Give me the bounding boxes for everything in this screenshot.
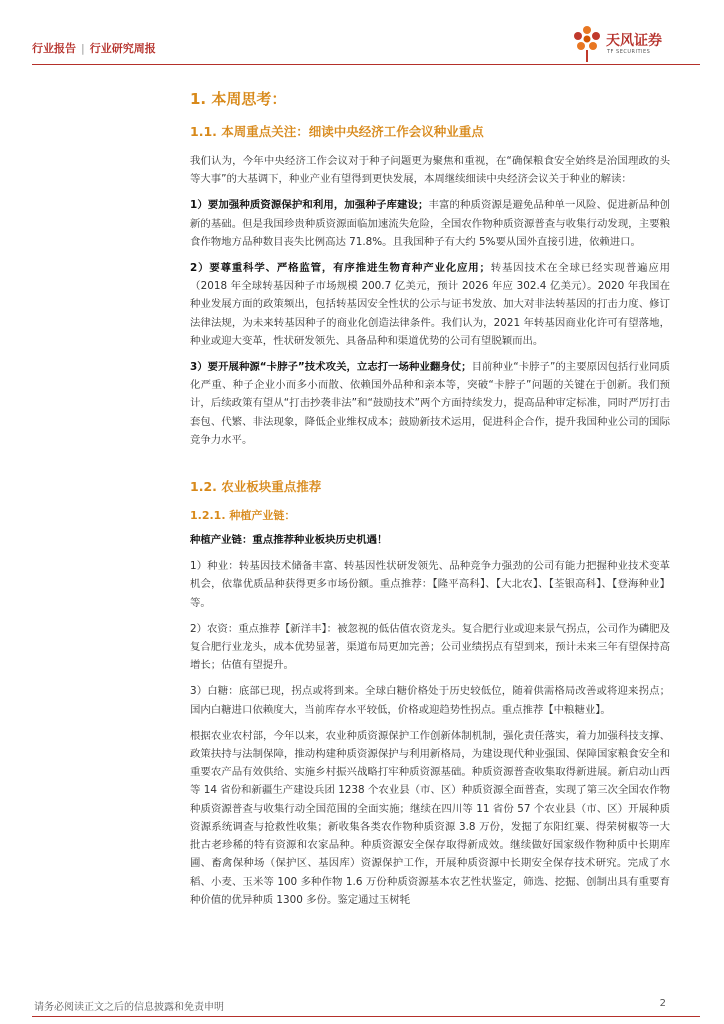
header-rule <box>32 64 700 65</box>
point-3-paragraph <box>190 358 670 449</box>
brand-sub: TF SECURITIES <box>607 49 651 55</box>
page-number: 2 <box>659 998 666 1009</box>
header-left <box>32 40 156 56</box>
section-1-2-1-lead: 种植产业链：重点推荐种业板块历史机遇！ <box>190 534 388 547</box>
recommend-3: 3）白糖：底部已现，拐点或将到来。全球白糖价格处于历史较低位，随着供需格局改善或将迎来拐点；国内白糖进口依赖度大，当前库存水平较低，价格或迎趋势性拐点。重点推荐【中粮糖业】。 <box>190 685 670 716</box>
section-1-1-title: 1.1. 本周重点关注：细读中央经济工作会议种业重点 <box>190 124 484 139</box>
point-2-paragraph <box>190 259 670 350</box>
point-1-text: 丰富的种质资源是避免品种单一风险、促进新品种创新的基础。但是我国珍贵种质资源面临加速流失危险，全国农作物种质资源普查与收集行动发现，主要粮食作物地方品种数目丧失比例高达 71.8%。且我国种子有大约 5%要从国外直接引进，依赖进口。 <box>190 199 670 248</box>
intro-paragraph: 我们认为，今年中央经济工作会议对于种子问题更为聚焦和重视，在“确保粮食安全始终是治国理政的头等大事”的大基调下，种业产业有望得到更快发展，本周继续细读中央经济会议关于种业的解读： <box>190 155 670 186</box>
report-type: 行业报告 <box>32 42 76 55</box>
footer-rule <box>32 1016 700 1017</box>
header-separator: | <box>81 42 85 55</box>
recommend-1: 1）种业：转基因技术储备丰富、转基因性状研发领先、品种竞争力强劲的公司有能力把握种业技术变革机会，依靠优质品种获得更多市场份额。重点推荐：【隆平高科】、【大北农】、【荃银高科】、【登海种业】等。 <box>190 560 670 609</box>
point-2-heading: 2）要尊重科学、严格监管，有序推进生物育种产业化应用； <box>190 262 490 275</box>
point-2-text: 转基因技术在全球已经实现普遍应用（2018 年全球转基因种子市场规模 200.7 亿美元，预计 2026 年应 302.4 亿美元）。2020 年我国在种业发展方面的政策频出，包括转基因安全性状的公示与证书发放、加大对非法转基因的打击力度、修订法律法规，为未来转基因种子的商业化创造法律条件。我们认为，2021 年转基因商业化许可有望落地，种业或迎大变革，性状研发领先、具备品种和渠道优势的公司有望脱颖而出。 <box>190 262 671 347</box>
brand-logo <box>570 24 700 64</box>
section-1-title: 1. 本周思考： <box>190 90 287 108</box>
footer-disclaimer: 请务必阅读正文之后的信息披露和免责申明 <box>34 1002 224 1013</box>
closing-paragraph: 根据农业农村部，今年以来，农业种质资源保护工作创新体制机制，强化责任落实，着力加强科技支撑、政策扶持与法制保障，推动构建种质资源保护与利用新格局，为建设现代种业强国、保障国家粮食安全和重要农产品有效供给、实施乡村振兴战略打牢种质资源基础。种质资源普查收集取得新进展。新启动山西等 14 省份和新疆生产建设兵团 1238 个农业县（市、区）种质资源全面普查，实现了第三次全国农作物种质资源普查与收集行动全国范围的全面实施；继续在四川等 11 省份 57 个农业县（市、区）开展种质资源系统调查与抢救性收集；新收集各类农作物种质资源 3.8 万份，发掘了东阳红粟、得荣树椒等一大批古老珍稀的特有资源和农家品种。种质资源安全保存取得新成效。继续做好国家级作物种质中长期库圃、畜禽保种场（保护区、基因库）资源保护工作，开展种质资源中长期安全保存技术研究。完成了水稻、小麦、玉米等 100 多种作物 1.6 万份种质资源基本农艺性状鉴定，筛选、挖掘、创制出具有重要育种价值的优异种质 1300 多份。鉴定通过玉树牦 <box>190 729 670 906</box>
section-1-2-1-title: 1.2.1. 种植产业链： <box>190 509 296 523</box>
point-3-heading: 3）要开展种源“卡脖子”技术攻关，立志打一场种业翻身仗； <box>190 361 472 374</box>
section-gap <box>190 457 670 477</box>
brand-flower-icon <box>570 24 604 64</box>
brand-name: 天风证券 <box>606 33 662 49</box>
point-3-text: 目前种业“卡脖子”的主要原因包括行业同质化严重、种子企业小而多小而散、依赖国外品种和亲本等，突破“卡脖子”问题的关键在于创新。我们预计，后续政策有望从“打击抄袭非法”和“鼓励技术”两个方面持续发力，提高品种审定标准，同时严厉打击套包、代繁、非法现象，降低企业维权成本；鼓励新技术运用，促进科企合作，提升我国种业公司的国际竞争力水平。 <box>190 361 671 446</box>
recommend-2: 2）农资：重点推荐【新洋丰】：被忽视的低估值农资龙头。复合肥行业或迎来景气拐点，公司作为磷肥及复合肥行业龙头，成本优势显著，渠道布局更加完善；公司业绩拐点有望到来，预计未来三年有望保持高增长；估值有望提升。 <box>190 622 670 672</box>
point-1-paragraph <box>190 196 670 251</box>
section-1-2-title: 1.2. 农业板块重点推荐 <box>190 479 322 495</box>
report-subtype: 行业研究周报 <box>89 42 156 55</box>
main-content <box>190 88 670 917</box>
point-1-heading: 1）要加强种质资源保护和利用，加强种子库建设； <box>190 199 429 212</box>
